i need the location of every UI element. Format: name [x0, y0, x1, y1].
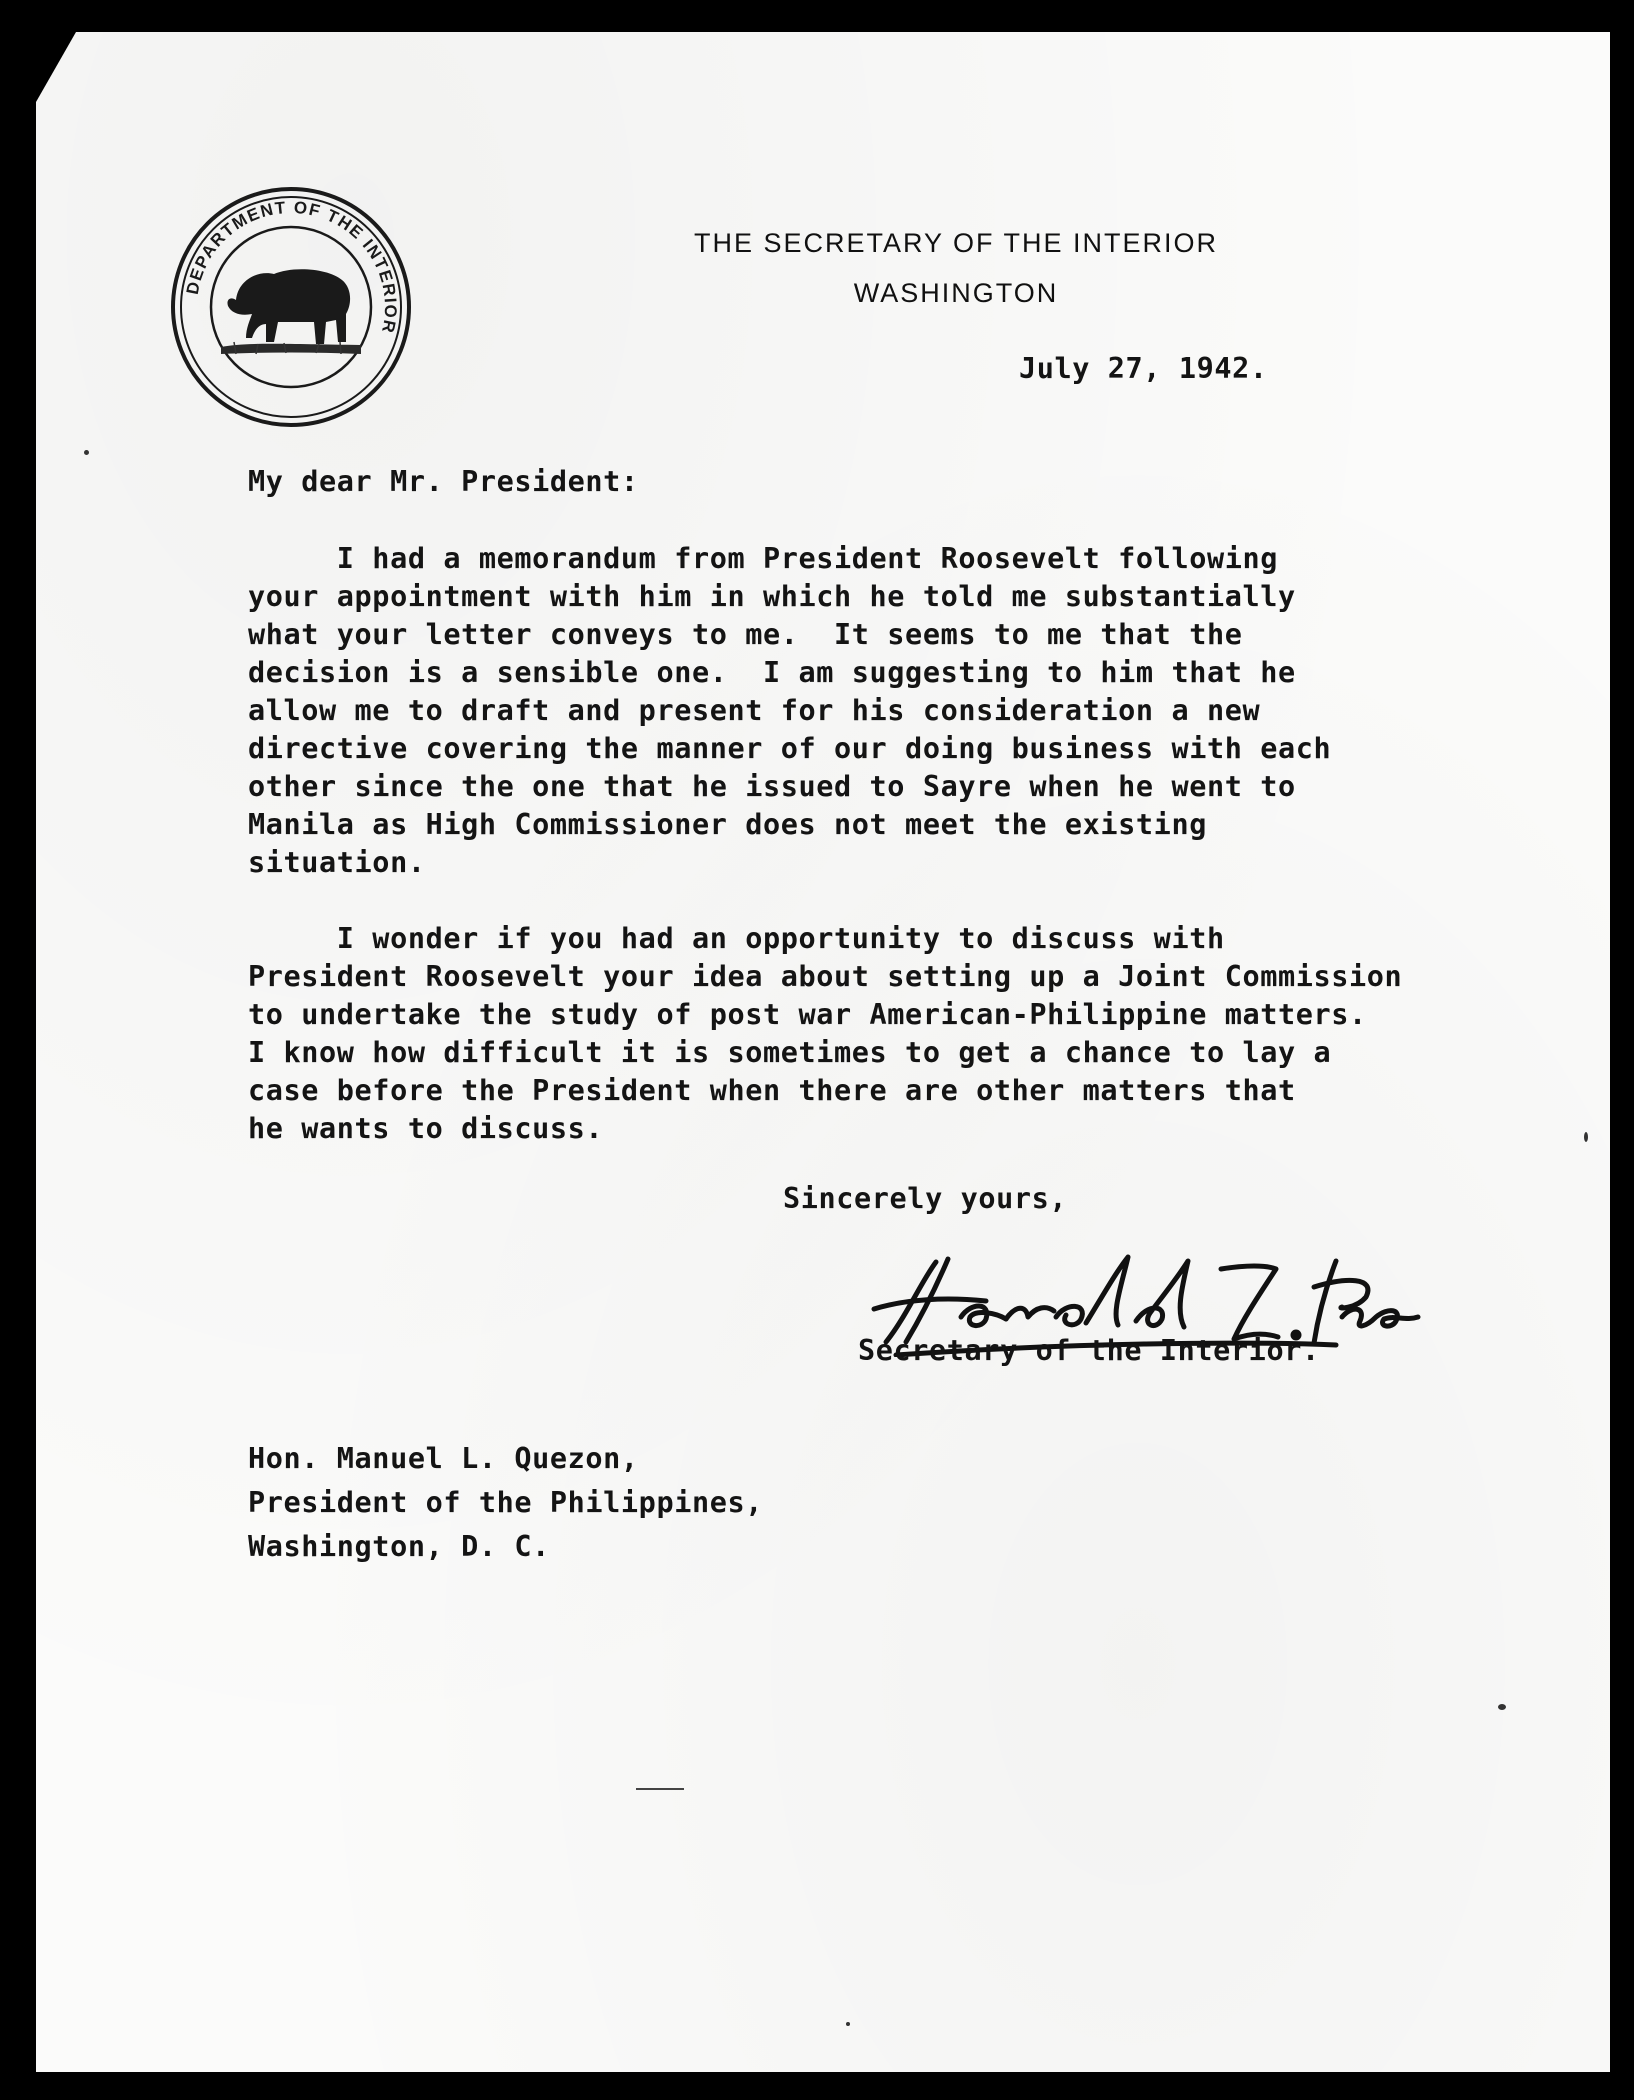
- paragraph-line: what your letter conveys to me. It seems to me that the: [248, 618, 1243, 651]
- paragraph-line: directive covering the manner of our doing business with each: [248, 732, 1332, 765]
- paragraph-line: case before the President when there are other matters that: [248, 1074, 1296, 1107]
- paragraph-line: to undertake the study of post war American-Philippine matters.: [248, 998, 1367, 1031]
- letter-page: [36, 32, 1610, 2072]
- letter-date: July 27, 1942.: [1019, 352, 1268, 385]
- seal-text: DEPARTMENT OF THE INTERIOR: [182, 197, 401, 336]
- paragraph-line: I know how difficult it is sometimes to get a chance to lay a: [248, 1036, 1332, 1069]
- paper-speck: [84, 450, 89, 455]
- addressee-line: President of the Philippines,: [248, 1486, 763, 1519]
- paragraph-line: your appointment with him in which he told me substantially: [248, 580, 1296, 613]
- addressee-line: Hon. Manuel L. Quezon,: [248, 1442, 639, 1475]
- addressee-line: Washington, D. C.: [248, 1530, 550, 1563]
- paragraph-2: [248, 920, 1548, 1148]
- paragraph-line: decision is a sensible one. I am suggesting to him that he: [248, 656, 1296, 689]
- paragraph-line: situation.: [248, 846, 426, 879]
- department-seal-logo: [166, 182, 416, 432]
- paragraph-line: other since the one that he issued to Sayre when he went to: [248, 770, 1296, 803]
- addressee-block: [248, 1437, 763, 1569]
- paper-speck: [1498, 1704, 1506, 1710]
- salutation: My dear Mr. President:: [248, 465, 639, 498]
- paragraph-line: allow me to draft and present for his consideration a new: [248, 694, 1261, 727]
- paragraph-line: he wants to discuss.: [248, 1112, 604, 1145]
- stray-mark: [636, 1788, 684, 1790]
- paragraph-line: Manila as High Commissioner does not meet the existing: [248, 808, 1207, 841]
- paper-speck: [846, 2022, 850, 2026]
- paragraph-line: President Roosevelt your idea about setting up a Joint Commission: [248, 960, 1403, 993]
- letterhead-title: THE SECRETARY OF THE INTERIOR: [693, 228, 1219, 258]
- paper-speck: [1584, 1132, 1588, 1142]
- closing: Sincerely yours,: [783, 1182, 1068, 1215]
- letterhead-city: WASHINGTON: [853, 278, 1059, 308]
- folded-corner: [36, 32, 76, 102]
- signature-title: Secretary of the Interior.: [858, 1334, 1320, 1367]
- paragraph-line: I wonder if you had an opportunity to discuss with: [248, 922, 1225, 955]
- paragraph-1: [248, 540, 1548, 882]
- paragraph-line: I had a memorandum from President Roosevelt following: [248, 542, 1278, 575]
- bison-icon: [221, 269, 361, 354]
